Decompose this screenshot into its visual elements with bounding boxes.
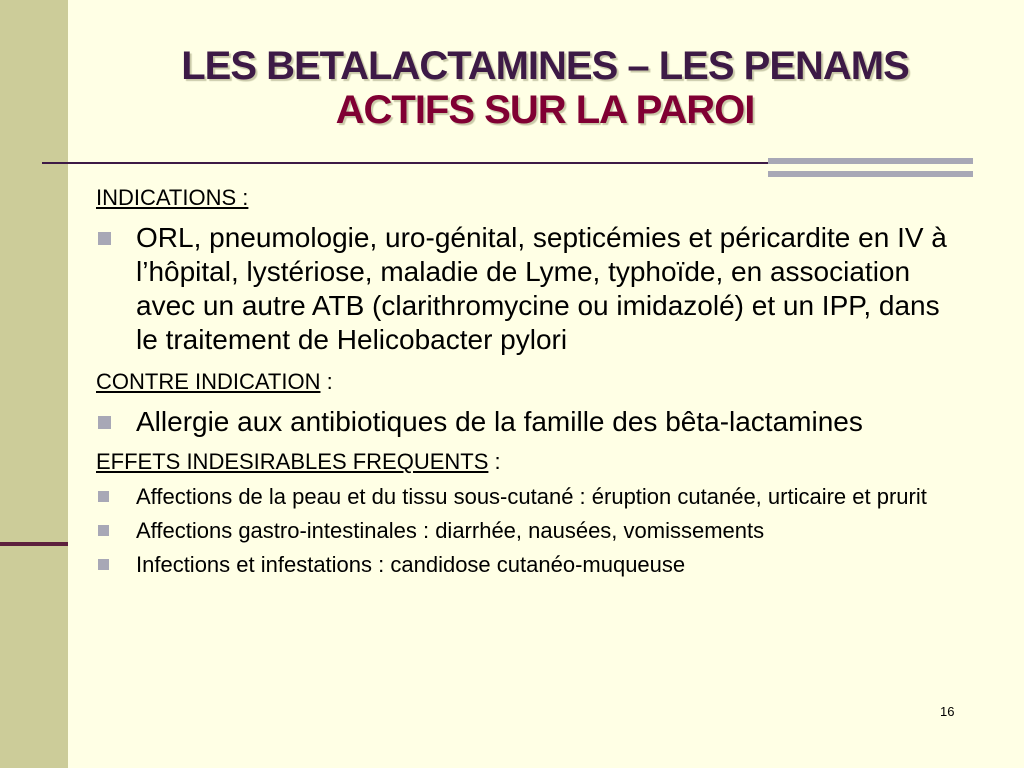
side-band [0, 0, 68, 768]
title-line-1: LES BETALACTAMINES – LES PENAMS [181, 44, 909, 88]
section-heading-contre-indication: CONTRE INDICATION : [96, 369, 333, 394]
list-item: ORL, pneumologie, uro-génital, septicémies et péricardite en IV à l’hôpital, lystériose, maladie de Lyme, typhoïde, en association avec un autre ATB (clarithromycine ou imidazolé) et un IPP, dans le traitement de Helicobacter pylori [96, 221, 966, 357]
section-heading-effets-indesirables: EFFETS INDESIRABLES FREQUENTS : [96, 449, 501, 474]
list-item: Allergie aux antibiotiques de la famille des bêta-lactamines [96, 405, 966, 439]
side-band-divider [0, 542, 68, 546]
decor-bar-bottom [768, 171, 973, 177]
list-item: Infections et infestations : candidose cutanéo-muqueuse [96, 551, 966, 579]
square-bullet-icon [98, 525, 109, 536]
list-item: Affections de la peau et du tissu sous-cutané : éruption cutanée, urticaire et prurit [96, 483, 966, 511]
contre-indication-list [96, 405, 966, 439]
page-number: 16 [940, 704, 955, 719]
decor-bar-top [768, 158, 973, 164]
square-bullet-icon [98, 559, 109, 570]
effets-indesirables-list [96, 483, 966, 579]
indications-list [96, 221, 966, 357]
square-bullet-icon [98, 232, 111, 245]
slide-title [90, 44, 1000, 132]
slide-content [96, 183, 966, 585]
square-bullet-icon [98, 416, 111, 429]
section-heading-indications: INDICATIONS : [96, 185, 249, 210]
square-bullet-icon [98, 491, 109, 502]
title-line-2: ACTIFS SUR LA PAROI [335, 88, 755, 132]
list-item: Affections gastro-intestinales : diarrhée, nausées, vomissements [96, 517, 966, 545]
